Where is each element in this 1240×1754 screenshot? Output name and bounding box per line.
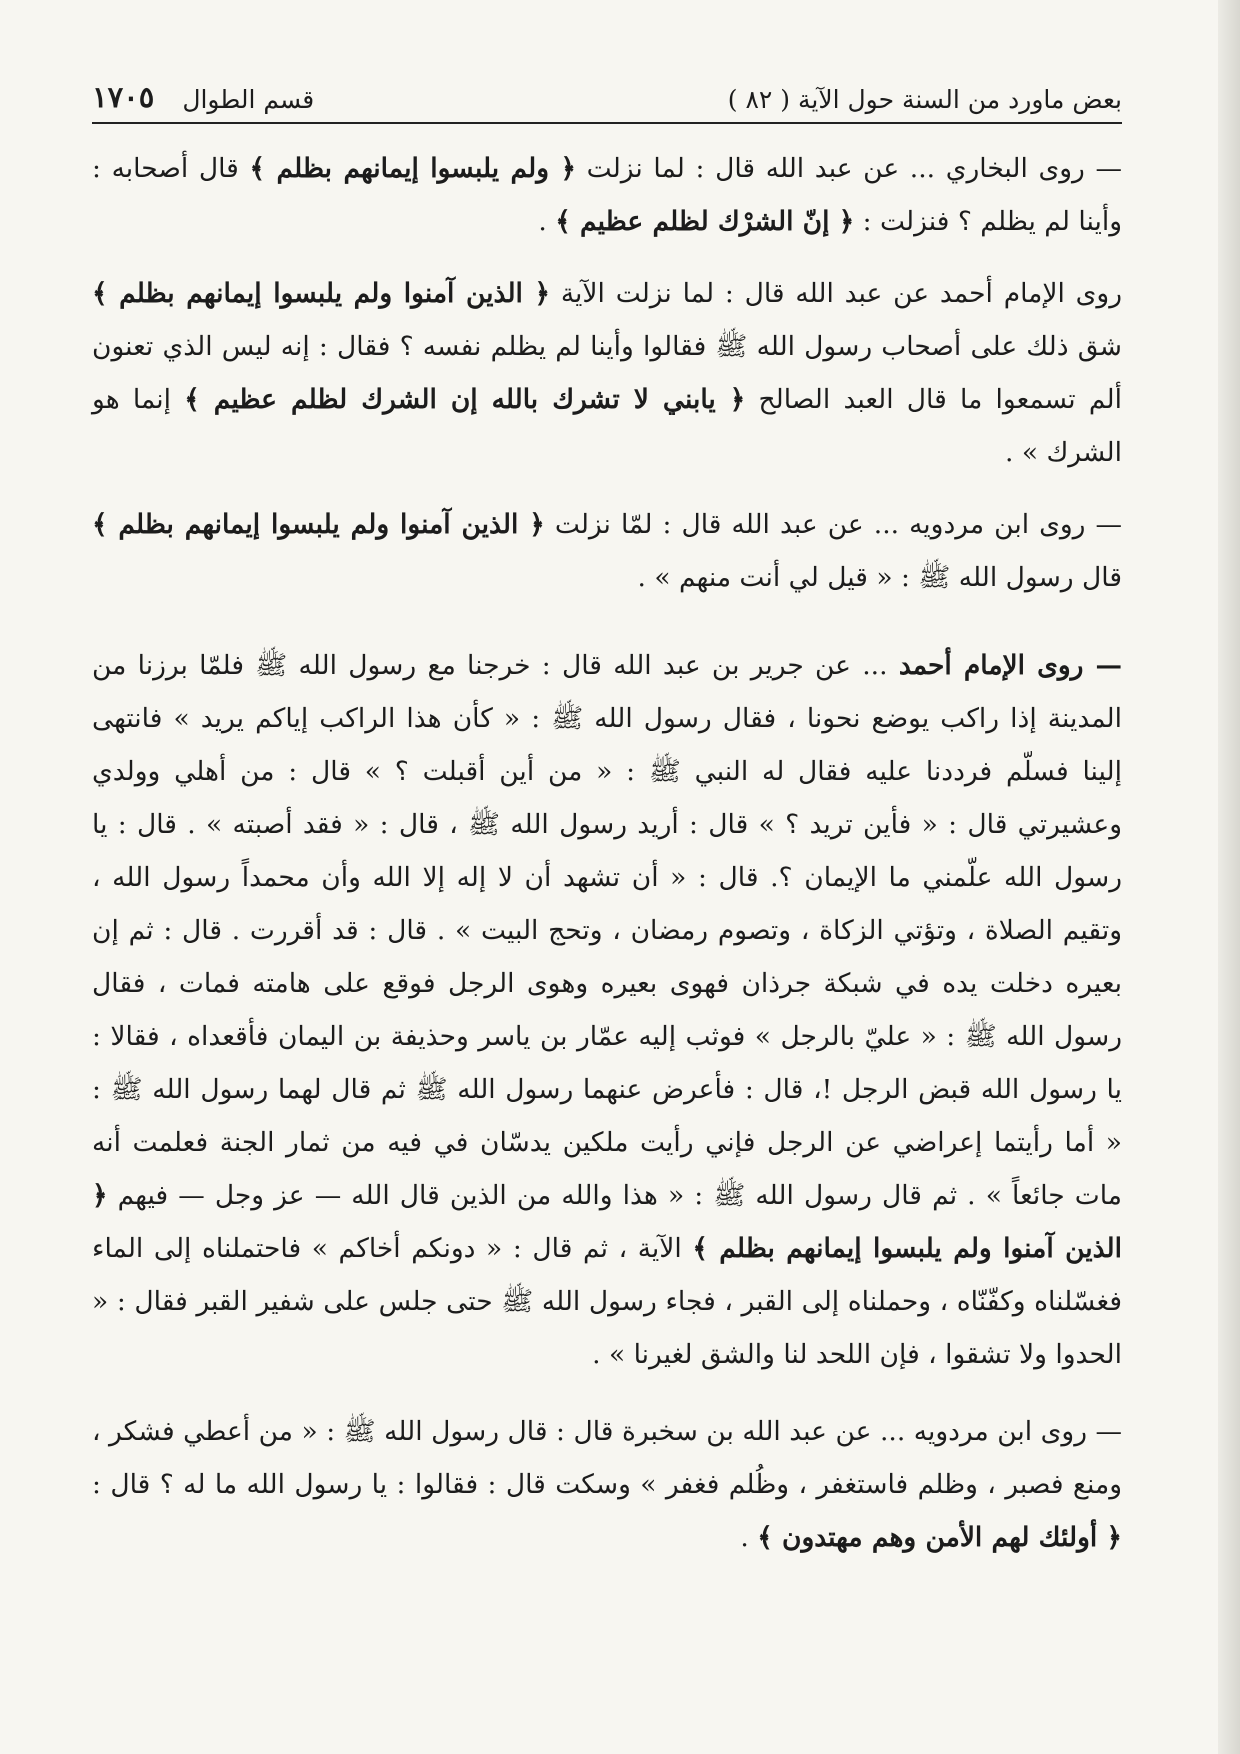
quran-verse: ﴿ ولم يلبسوا إيمانهم بظلم ﴾ [249,153,577,184]
paragraph-ibn-mardawayh-2 [92,1405,1122,1564]
paragraph-ibn-mardawayh-1 [92,498,1122,604]
page-number: ١٧٠٥ [92,80,155,114]
page-body [92,142,1122,1583]
text-run: إنما هو الشرك » . [92,384,1122,468]
text-run: — روى ابن مردويه ... عن عبد الله قال : لمّا نزلت [544,509,1122,540]
page-header [92,68,1122,114]
section-name: قسم الطوال [182,85,315,114]
text-run: قال رسول الله ﷺ : « قيل لي أنت منهم » . [637,562,1122,593]
quran-verse: ﴿ الذين آمنوا ولم يلبسوا إيمانهم بظلم ﴾ [92,1180,1122,1264]
quran-verse: ﴿ الذين آمنوا ولم يلبسوا إيمانهم بظلم ﴾ [92,509,545,540]
paragraph-bukhari [92,142,1122,248]
text-run: شق ذلك على أصحاب رسول الله ﷺ فقالوا وأينا لم يظلم نفسه ؟ فقال : إنه ليس الذي تعنون ألم تسمعوا ما قال العبد الصالح [92,331,1122,415]
quran-verse: ﴿ الذين آمنوا ولم يلبسوا إيمانهم بظلم ﴾ [92,278,551,309]
quran-verse: ﴿ إنّ الشرْك لظلم عظيم ﴾ [555,206,855,237]
text-run: . [740,1522,758,1553]
running-title: بعض ماورد من السنة حول الآية ( ٨٢ ) [727,85,1122,114]
quran-verse: ﴿ أولئك لهم الأمن وهم مهتدون ﴾ [757,1522,1122,1553]
text-run: الآية ، ثم قال : « دونكم أخاكم » فاحتملناه إلى الماء فغسّلناه وكفّنّاه ، وحملناه إلى القبر ، فجاء رسول الله ﷺ حتى جلس على شفير القبر فقال : « الحدوا ولا تشقوا ، فإن اللحد لنا والشق لغيرنا » . [92,1233,1122,1370]
text-run: . [538,206,556,237]
quran-verse: ﴿ يابني لا تشرك بالله إن الشرك لظلم عظيم ﴾ [184,384,746,415]
text-run: قال أصحابه : وأينا لم يظلم ؟ فنزلت : [92,153,1122,237]
text-run: — روى ابن مردويه ... عن عبد الله بن سخبرة قال : قال رسول الله ﷺ : « من أعطي فشكر ، ومنع فصبر ، وظلم فاستغفر ، وظُلم فغفر » وسكت قال : فقالوا : يا رسول الله ما له ؟ قال : [92,1416,1122,1500]
text-run: ... عن جرير بن عبد الله قال : خرجنا مع رسول الله ﷺ فلمّا برزنا من المدينة إذا راكب يوضع نحونا ، فقال رسول الله ﷺ : « كأن هذا الراكب إياكم يريد » فانتهى إلينا فسلّم فرددنا عليه فقال له النبي ﷺ : « من أين أقبلت ؟ » قال : من أهلي وولدي وعشيرتي قال : « فأين تريد ؟ » قال : أريد رسول الله ﷺ ، قال : « فقد أصبته » . قال : يا رسول الله علّمني ما الإيمان ؟. قال : « أن تشهد أن لا إله إلا الله وأن محمداً رسول الله ، وتقيم الصلاة ، وتؤتي الزكاة ، وتصوم رمضان ، وتحج البيت » . قال : قد أقررت . قال : ثم إن بعيره دخلت يده في شبكة جرذان فهوى بعيره وهوى الرجل فوقع على هامته فمات ، فقال رسول الله ﷺ : « عليّ بالرجل » فوثب إليه عمّار بن ياسر وحذيفة بن اليمان فأقعداه ، فقالا : يا رسول الله قبض الرجل !، قال : فأعرض عنهما رسول الله ﷺ ثم قال لهما رسول الله ﷺ : « أما رأيتما إعراضي عن الرجل فإني رأيت ملكين يدسّان في فيه من ثمار الجنة فعلمت أنه مات جائعاً » . ثم قال رسول الله ﷺ : « هذا والله من الذين قال الله — عز وجل — فيهم [92,650,1122,1211]
paragraph-ahmad-jarir [92,639,1122,1381]
text-run: روى الإمام أحمد عن عبد الله قال : لما نزلت الآية [550,278,1122,309]
text-run: — روى البخاري ... عن عبد الله قال : لما نزلت [576,153,1122,184]
paragraph-ahmad [92,267,1122,479]
header-rule [92,122,1122,124]
narrator-heading: — روى الإمام أحمد [898,650,1123,681]
page-info [92,80,314,114]
scan-shadow-edge [1218,0,1240,1754]
